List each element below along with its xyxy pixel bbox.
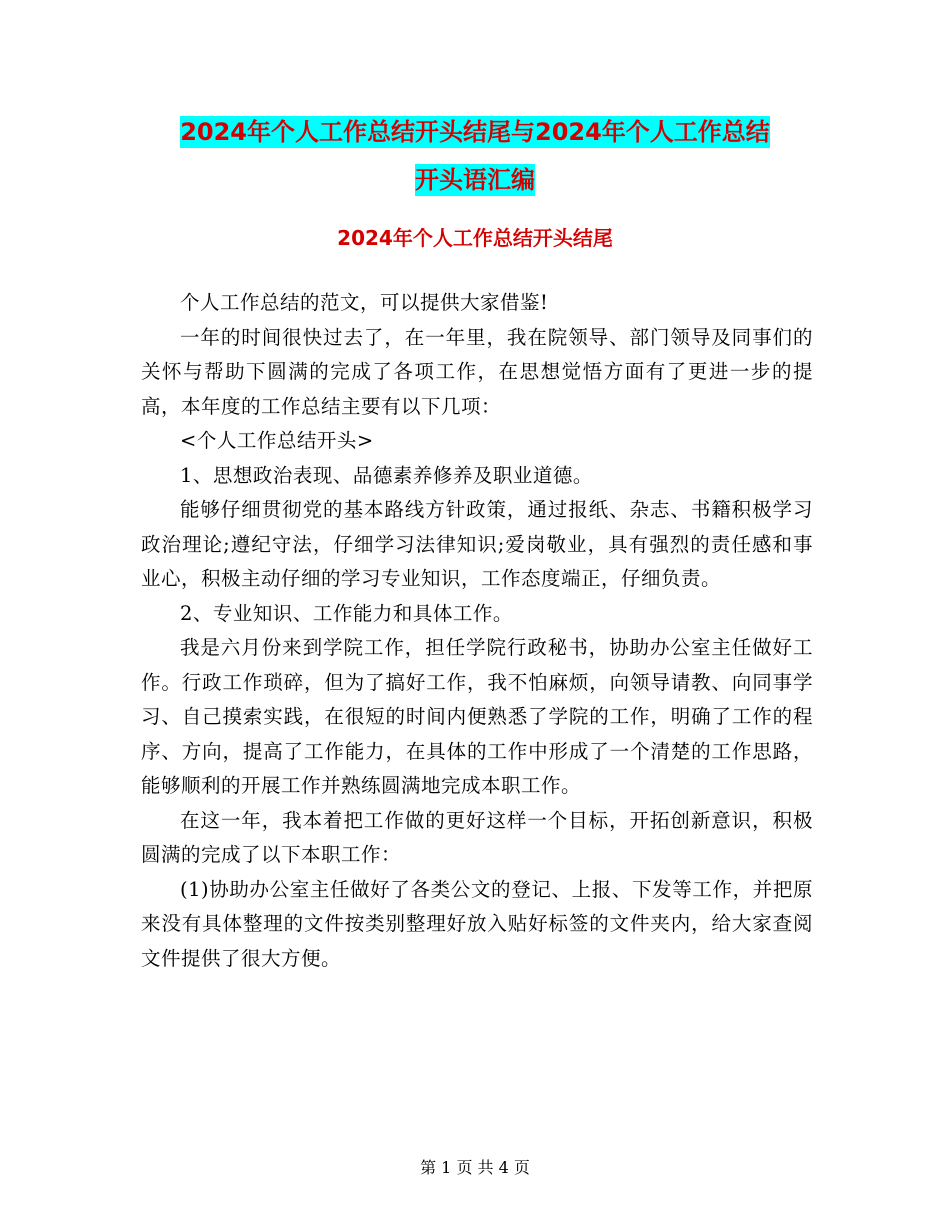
paragraph: 我是六月份来到学院工作，担任学院行政秘书，协助办公室主任做好工作。行政工作琐碎，但为了搞好工作，我不怕麻烦，向领导请教、向同事学习、自己摸索实践，在很短的时间内便熟悉了学院的工作，明确了工作的程序、方向，提高了工作能力，在具体的工作中形成了一个清楚的工作思路，能够顺利的开展工作并熟练圆满地完成本职工作。 (141, 636, 813, 797)
document-title (100, 108, 850, 204)
paragraph: 2、专业知识、工作能力和具体工作。 (180, 601, 513, 625)
paragraph: 一年的时间很快过去了，在一年里，我在院领导、部门领导及同事们的关怀与帮助下圆满的完成了各项工作，在思想觉悟方面有了更进一步的提高，本年度的工作总结主要有以下几项： (141, 325, 813, 418)
title-line-2: 开头语汇编 (415, 166, 535, 194)
section-title: 2024年个人工作总结开头结尾 (337, 226, 613, 250)
paragraph: 个人工作总结的范文，可以提供大家借鉴! (180, 291, 549, 314)
paragraph: (1)协助办公室主任做好了各类公文的登记、上报、下发等工作，并把原来没有具体整理的文件按类别整理好放入贴好标签的文件夹内，给大家查阅文件提供了很大方便。 (141, 877, 813, 970)
paragraph: 1、思想政治表现、品德素养修养及职业道德。 (180, 463, 593, 487)
document-body (141, 286, 813, 976)
paragraph: <个人工作总结开头> (180, 429, 374, 452)
page-footer: 第 1 页 共 4 页 (420, 1158, 530, 1177)
title-line-1: 2024年个人工作总结开头结尾与2024年个人工作总结 (180, 118, 770, 146)
paragraph: 能够仔细贯彻党的基本路线方针政策，通过报纸、杂志、书籍积极学习政治理论;遵纪守法，仔细学习法律知识;爱岗敬业，具有强烈的责任感和事业心，积极主动仔细的学习专业知识，工作态度端正，仔细负责。 (141, 498, 813, 590)
paragraph: 在这一年，我本着把工作做的更好这样一个目标，开拓创新意识，积极圆满的完成了以下本职工作： (141, 808, 813, 866)
